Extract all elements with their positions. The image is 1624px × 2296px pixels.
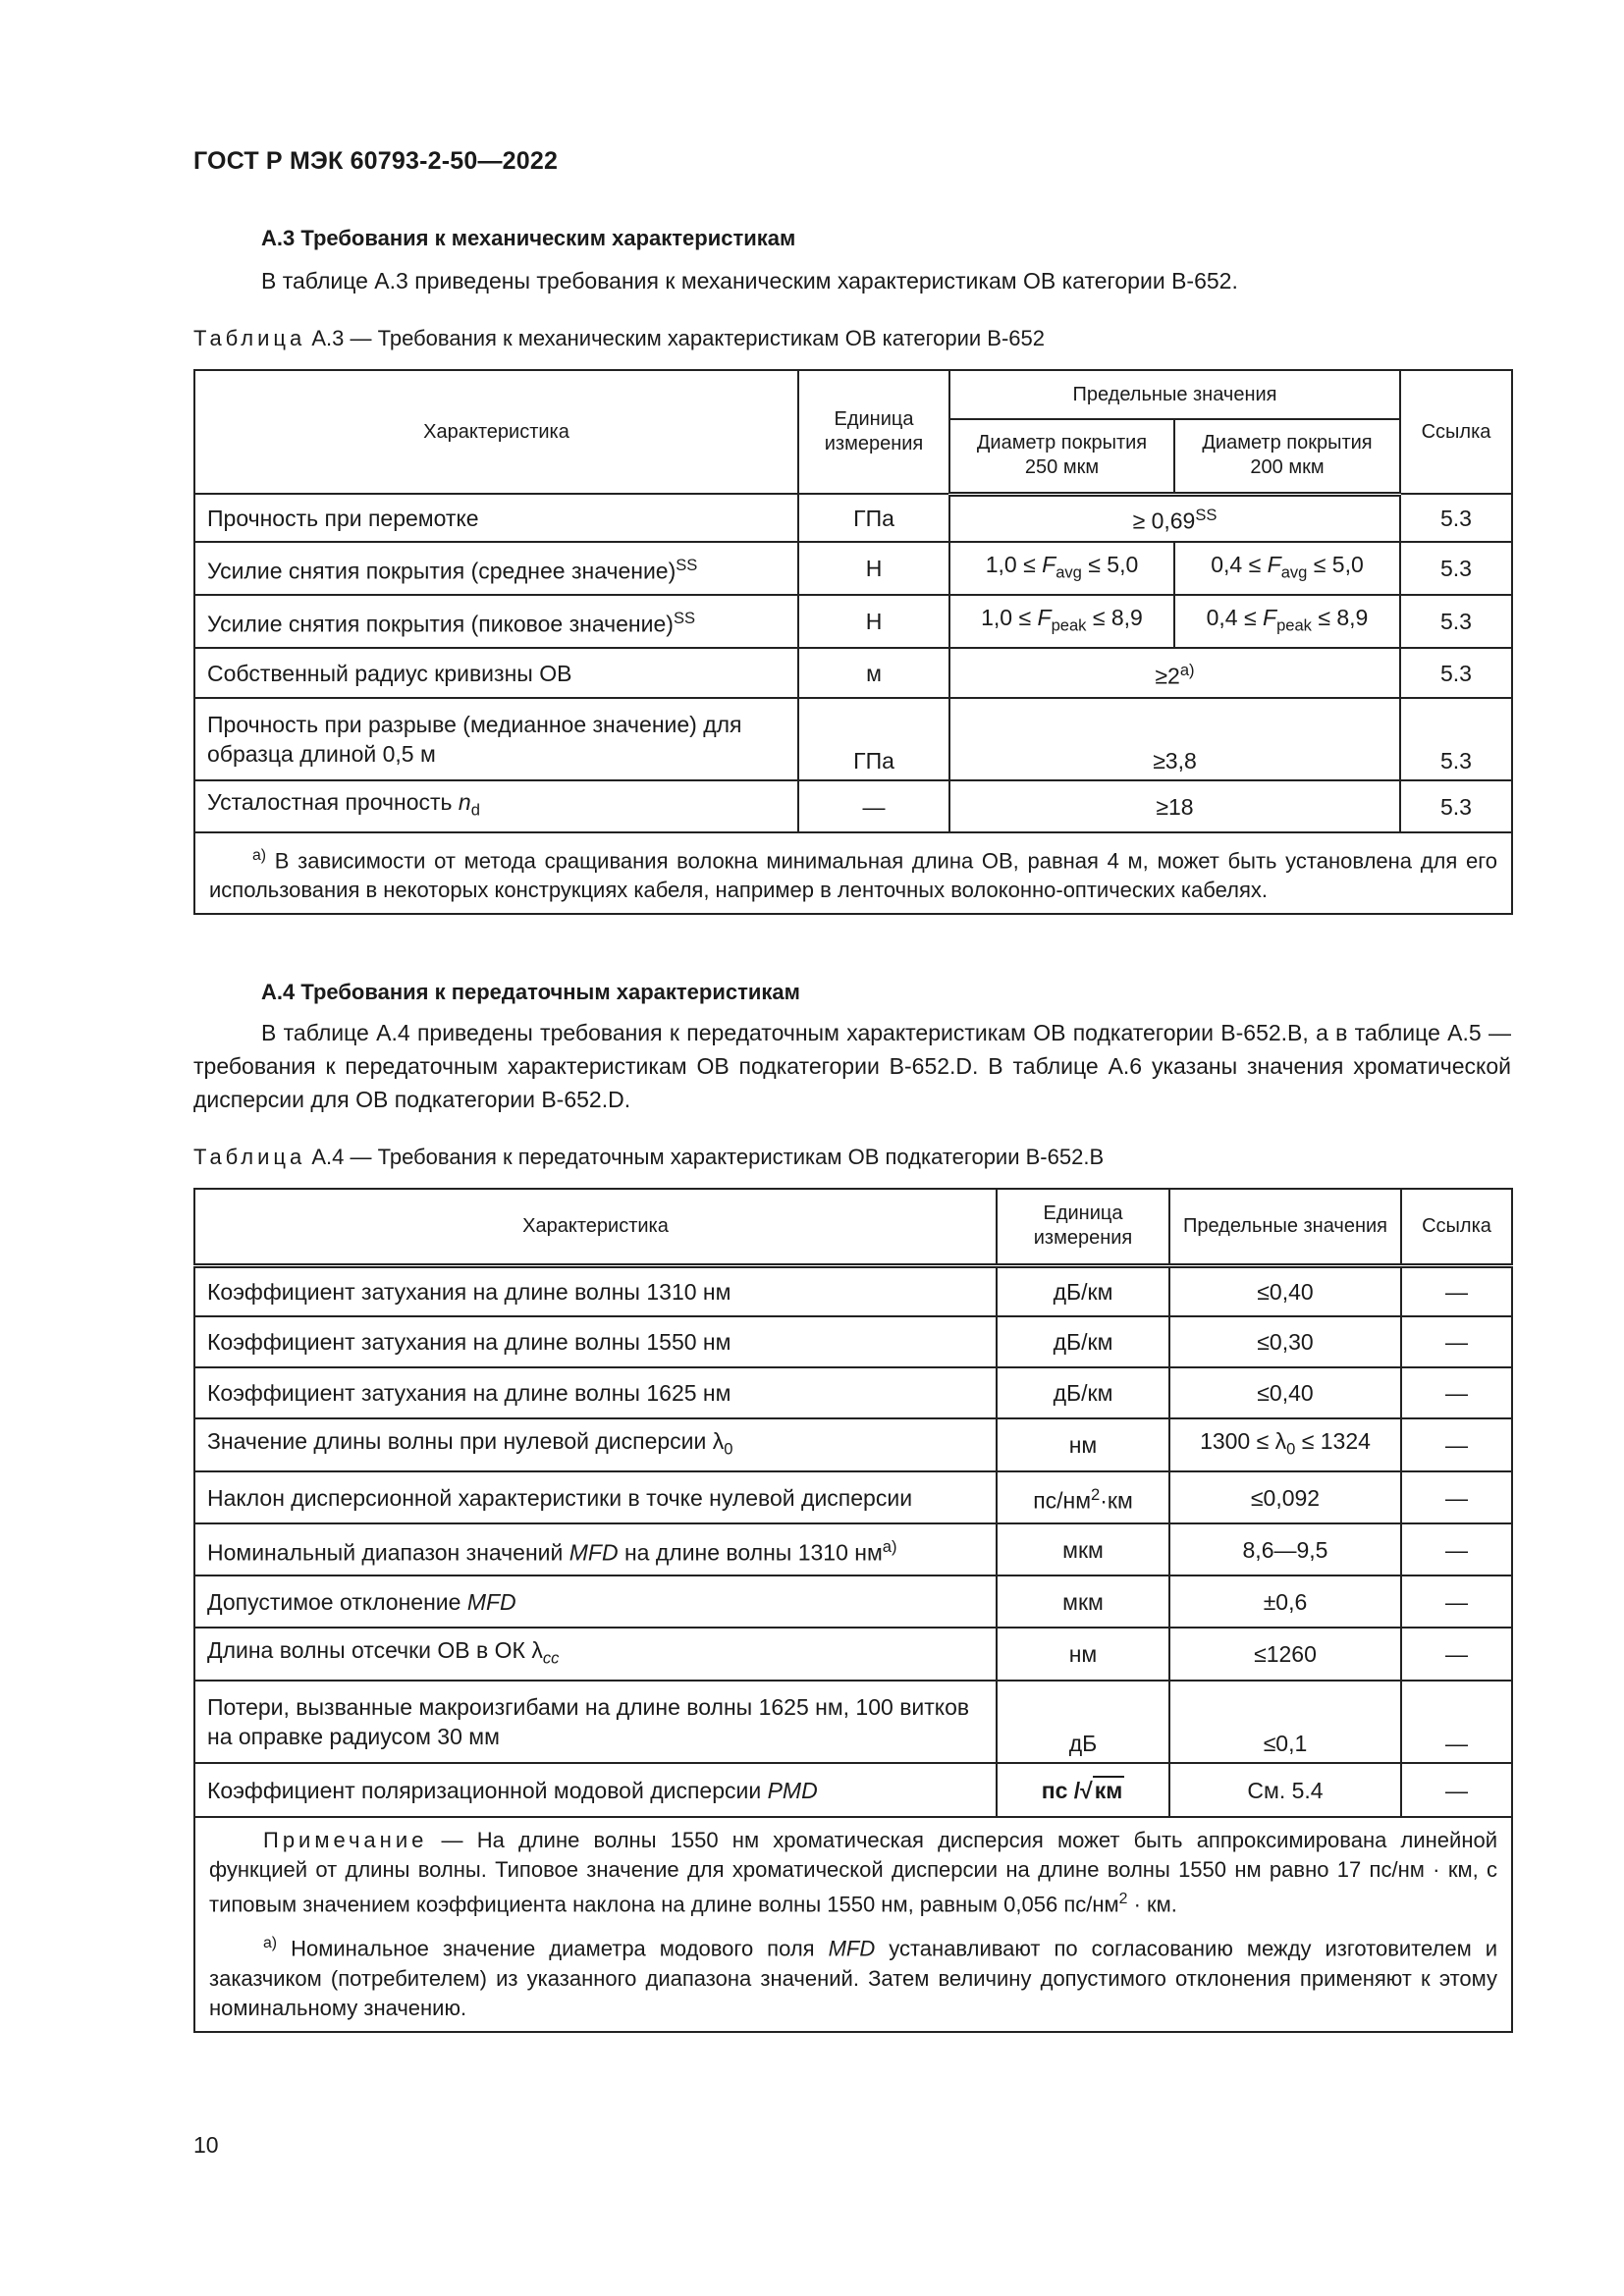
table-row (194, 1418, 1512, 1471)
section-a4-intro: В таблице А.4 приведены требования к передаточным характеристикам ОВ подкатегории B-652.B, а в таблице А.5 — требования к передаточным характеристикам ОВ подкатегории B-652.D. В таблице А.6 указаны значения хроматической дисперсии для ОВ подкатегории B-652.D. (193, 1020, 1511, 1112)
value-sub: peak (1051, 615, 1087, 635)
characteristic-sub: d (470, 800, 480, 820)
unit-sup: 2 (1091, 1484, 1101, 1504)
value-text: ≥ 0,69 (1132, 508, 1196, 535)
table-row (194, 698, 1512, 780)
cell-value (1169, 1418, 1401, 1471)
table-row (194, 780, 1512, 832)
characteristic-sup: а) (882, 1536, 897, 1556)
cell-reference: — (1401, 1367, 1512, 1418)
unit-post: ·км (1100, 1487, 1133, 1514)
table-row (194, 1763, 1512, 1817)
value-pre: 0,4 ≤ (1211, 551, 1268, 577)
cell-value: ≤1260 (1169, 1628, 1401, 1681)
value-var: F (1267, 551, 1281, 577)
table-a3-caption-word: Таблица (193, 326, 306, 350)
table-a4-notes (194, 1817, 1512, 2032)
value-sub: avg (1280, 562, 1308, 582)
value-post: ≤ 5,0 (1307, 551, 1364, 577)
value-post: ≤ 1324 (1295, 1427, 1371, 1454)
table-a4-header-unit: Единица измерения (997, 1189, 1169, 1265)
cell-characteristic: Потери, вызванные макроизгибами на длине волны 1625 нм, 100 витков на оправке радиусом 30 мм (194, 1681, 997, 1763)
unit-root: км (1094, 1777, 1123, 1803)
cell-unit: дБ/км (997, 1265, 1169, 1316)
cell-characteristic: Собственный радиус кривизны ОВ (194, 648, 798, 698)
table-a3-header-reference: Ссылка (1400, 370, 1512, 494)
cell-reference: 5.3 (1400, 494, 1512, 542)
section-a3-intro: В таблице А.3 приведены требования к механическим характеристикам ОВ категории B-652. (261, 268, 1238, 294)
note-sup: 2 (1118, 1891, 1128, 1907)
cell-value: ≤0,092 (1169, 1471, 1401, 1523)
characteristic-sub: cc (542, 1648, 560, 1668)
cell-value-200 (1174, 595, 1400, 648)
table-a3-header-coating-250: Диаметр покрытия 250 мкм (949, 419, 1174, 494)
cell-value: ≤0,40 (1169, 1265, 1401, 1316)
table-row (194, 1316, 1512, 1367)
characteristic-text: Усталостная прочность (207, 789, 459, 816)
section-a3-title: А.3 Требования к механическим характеристикам (261, 226, 796, 250)
characteristic-italic: MFD (466, 1588, 516, 1615)
table-a3-footnote (194, 832, 1512, 914)
note-end: · км. (1127, 1892, 1177, 1917)
characteristic-text: Значение длины волны при нулевой дисперсии (207, 1427, 713, 1454)
cell-value: См. 5.4 (1169, 1763, 1401, 1817)
characteristic-italic: PMD (767, 1777, 818, 1803)
cell-unit: дБ/км (997, 1316, 1169, 1367)
cell-characteristic (194, 595, 798, 648)
characteristic-sup: SS (673, 609, 696, 628)
table-row (194, 542, 1512, 595)
characteristic-text: Номинальный диапазон значений (207, 1539, 569, 1566)
cell-unit: мкм (997, 1523, 1169, 1575)
table-row (194, 595, 1512, 648)
note-text: — На длине волны 1550 нм хроматическая дисперсия может быть аппроксимирована линейной функцией от длины волны. Типовое значение для хроматической дисперсии на длине волны 1550 нм равно 17 пс/нм · км, с типовым значением коэффициента наклона на длине волны 1550 нм, равным 0,056 пс/нм (209, 1828, 1497, 1917)
cell-unit: ГПа (798, 698, 949, 780)
table-row (194, 1265, 1512, 1316)
cell-characteristic: Коэффициент затухания на длине волны 1310 нм (194, 1265, 997, 1316)
characteristic-post: на длине волны 1310 нм (618, 1539, 883, 1566)
unit-pre: пс/нм (1033, 1487, 1092, 1514)
unit-pre: пс / (1041, 1777, 1081, 1803)
cell-value-250 (949, 542, 1174, 595)
value-sup: а) (1179, 660, 1195, 679)
cell-characteristic: Коэффициент затухания на длине волны 1550 нм (194, 1316, 997, 1367)
document-id: ГОСТ Р МЭК 60793-2-50—2022 (193, 147, 559, 175)
value-pre: 1,0 ≤ (985, 551, 1043, 577)
cell-value: ≤0,1 (1169, 1681, 1401, 1763)
table-row (194, 1367, 1512, 1418)
value-sub: peak (1276, 615, 1312, 635)
value-post: ≤ 8,9 (1311, 604, 1369, 630)
cell-characteristic: Прочность при перемотке (194, 494, 798, 542)
table-a4-note (209, 1826, 1497, 1919)
table-row (194, 1681, 1512, 1763)
cell-unit (997, 1471, 1169, 1523)
sqrt-icon: √ (1080, 1777, 1093, 1803)
value-var: F (1037, 604, 1052, 630)
footnote-text: В зависимости от метода сращивания волокна минимальная длина ОВ, равная 4 м, может быть установлена для его использования в некоторых конструкциях кабеля, например в ленточных волоконно-оптических кабелях. (209, 848, 1497, 903)
lambda-symbol: λ (712, 1427, 725, 1454)
characteristic-text: Допустимое отклонение (207, 1588, 467, 1615)
value-sub: 0 (1286, 1439, 1296, 1459)
cell-reference: — (1401, 1523, 1512, 1575)
value-text: ≥2 (1155, 663, 1180, 689)
footnote-pre: Номинальное значение диаметра модового поля (277, 1936, 829, 1961)
cell-value: ≥18 (949, 780, 1400, 832)
characteristic-sub: 0 (724, 1439, 733, 1459)
cell-unit: дБ/км (997, 1367, 1169, 1418)
characteristic-text: Усилие снятия покрытия (среднее значение) (207, 558, 677, 584)
table-a4-notes-row (194, 1817, 1512, 2032)
value-pre: 1300 ≤ (1200, 1427, 1275, 1454)
cell-unit: Н (798, 542, 949, 595)
table-row (194, 494, 1512, 542)
table-a3-caption (193, 326, 1045, 351)
page-number: 10 (193, 2132, 219, 2158)
table-a4-caption-word: Таблица (193, 1145, 306, 1169)
table-row (194, 1471, 1512, 1523)
cell-reference: 5.3 (1400, 542, 1512, 595)
value-pre: 0,4 ≤ (1206, 604, 1264, 630)
cell-value (949, 494, 1400, 542)
cell-unit: нм (997, 1628, 1169, 1681)
note-word: Примечание (263, 1828, 428, 1852)
cell-value: ≤0,40 (1169, 1367, 1401, 1418)
cell-characteristic (194, 1763, 997, 1817)
table-a3-header-unit: Единица измерения (798, 370, 949, 494)
cell-reference: 5.3 (1400, 698, 1512, 780)
table-a4-caption-text: А.4 — Требования к передаточным характеристикам ОВ подкатегории B-652.B (305, 1145, 1105, 1169)
cell-reference: — (1401, 1575, 1512, 1628)
cell-value: 8,6—9,5 (1169, 1523, 1401, 1575)
table-a4 (193, 1188, 1513, 2033)
value-sub: avg (1056, 562, 1082, 582)
cell-value-200 (1174, 542, 1400, 595)
table-a3-header-characteristic: Характеристика (194, 370, 798, 494)
table-a3-header-limits: Предельные значения (949, 370, 1400, 419)
characteristic-var: n (458, 789, 471, 816)
table-a3-footnote-row (194, 832, 1512, 914)
value-post: ≤ 5,0 (1081, 551, 1139, 577)
cell-value: ≤0,30 (1169, 1316, 1401, 1367)
cell-characteristic (194, 1523, 997, 1575)
value-var: F (1042, 551, 1056, 577)
cell-characteristic (194, 780, 798, 832)
table-a4-header-reference: Ссылка (1401, 1189, 1512, 1265)
value-post: ≤ 8,9 (1086, 604, 1143, 630)
cell-value: ≥3,8 (949, 698, 1400, 780)
footnote-italic: MFD (828, 1936, 876, 1961)
cell-reference: — (1401, 1681, 1512, 1763)
table-a3 (193, 369, 1513, 915)
cell-characteristic (194, 1418, 997, 1471)
cell-reference: — (1401, 1265, 1512, 1316)
cell-reference: — (1401, 1418, 1512, 1471)
lambda-symbol: λ (531, 1636, 543, 1663)
cell-reference: — (1401, 1628, 1512, 1681)
table-a3-caption-text: А.3 — Требования к механическим характеристикам ОВ категории B-652 (305, 326, 1046, 350)
cell-characteristic (194, 1575, 997, 1628)
footnote-mark: а) (263, 1935, 278, 1952)
cell-reference: 5.3 (1400, 595, 1512, 648)
cell-value-250 (949, 595, 1174, 648)
cell-unit: Н (798, 595, 949, 648)
table-row (194, 1575, 1512, 1628)
lambda-symbol: λ (1274, 1427, 1287, 1454)
value-sup: SS (1195, 506, 1218, 525)
value-var: F (1263, 604, 1277, 630)
cell-value (949, 648, 1400, 698)
cell-characteristic (194, 542, 798, 595)
cell-unit (997, 1763, 1169, 1817)
footnote-post: устанавливают по согласованию между изготовителем и заказчиком (потребителем) из указанного диапазона значений. Затем величину допустимого отклонения применяют к этому номинальному значению. (209, 1936, 1497, 2020)
cell-reference: — (1401, 1316, 1512, 1367)
characteristic-text: Усилие снятия покрытия (пиковое значение) (207, 611, 674, 637)
cell-characteristic: Наклон дисперсионной характеристики в точке нулевой дисперсии (194, 1471, 997, 1523)
cell-characteristic: Прочность при разрыве (медианное значение) для образца длиной 0,5 м (194, 698, 798, 780)
cell-value: ±0,6 (1169, 1575, 1401, 1628)
table-a4-header-limit: Предельные значения (1169, 1189, 1401, 1265)
characteristic-text: Длина волны отсечки ОВ в ОК (207, 1636, 532, 1663)
table-row (194, 648, 1512, 698)
cell-characteristic: Коэффициент затухания на длине волны 1625 нм (194, 1367, 997, 1418)
cell-reference: 5.3 (1400, 648, 1512, 698)
cell-characteristic (194, 1628, 997, 1681)
table-a4-header-characteristic: Характеристика (194, 1189, 997, 1265)
characteristic-italic: MFD (568, 1539, 619, 1566)
table-a4-footnote (209, 1929, 1497, 2022)
table-a3-header-coating-200: Диаметр покрытия 200 мкм (1174, 419, 1400, 494)
section-a4-title: А.4 Требования к передаточным характеристикам (261, 980, 800, 1004)
cell-reference: — (1401, 1471, 1512, 1523)
cell-unit: мкм (997, 1575, 1169, 1628)
cell-unit: дБ (997, 1681, 1169, 1763)
cell-unit: — (798, 780, 949, 832)
value-pre: 1,0 ≤ (981, 604, 1038, 630)
footnote-mark: а) (252, 847, 267, 864)
cell-reference: — (1401, 1763, 1512, 1817)
cell-unit: нм (997, 1418, 1169, 1471)
characteristic-text: Коэффициент поляризационной модовой дисперсии (207, 1777, 768, 1803)
cell-reference: 5.3 (1400, 780, 1512, 832)
cell-unit: м (798, 648, 949, 698)
table-row (194, 1523, 1512, 1575)
table-row (194, 1628, 1512, 1681)
characteristic-sup: SS (676, 556, 698, 575)
table-a4-caption (193, 1145, 1104, 1170)
cell-unit: ГПа (798, 494, 949, 542)
